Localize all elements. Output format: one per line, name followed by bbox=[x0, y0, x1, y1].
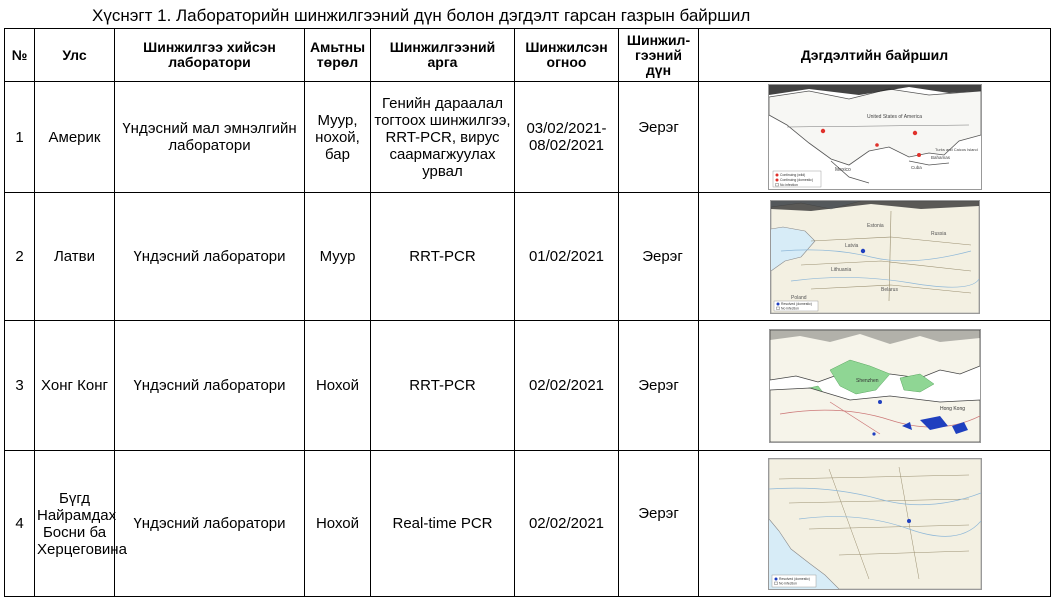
cell-country: Америк bbox=[35, 82, 115, 193]
cell-date: 02/02/2021 bbox=[515, 451, 619, 597]
table-caption: Хүснэгт 1. Лабораторийн шинжилгээний дүн болон дэгдэлт гарсан газрын байршил bbox=[92, 6, 751, 25]
outbreak-marker bbox=[872, 432, 875, 435]
cell-method: RRT-PCR bbox=[371, 321, 515, 451]
cell-lab: Үндэсний лаборатори bbox=[115, 321, 305, 451]
cell-date: 02/02/2021 bbox=[515, 321, 619, 451]
legend-marker bbox=[775, 184, 778, 187]
cell-animal: Муур bbox=[305, 193, 371, 321]
map-label: Belarus bbox=[880, 286, 898, 293]
header-no: № bbox=[5, 29, 35, 82]
cell-no: 3 bbox=[5, 321, 35, 451]
cell-location bbox=[699, 321, 1051, 451]
map-label: Poland bbox=[790, 294, 807, 301]
header-lab: Шинжилгээ хийсэн лаборатори bbox=[115, 29, 305, 82]
cell-method: Real-time PCR bbox=[371, 451, 515, 597]
cell-animal: Нохой bbox=[305, 321, 371, 451]
header-country: Улс bbox=[35, 29, 115, 82]
table-header-row bbox=[5, 29, 1051, 82]
header-result: Шинжил-гээний дүн bbox=[619, 29, 699, 82]
legend-marker bbox=[774, 577, 777, 580]
cell-result bbox=[619, 451, 699, 597]
map-label: Latvia bbox=[844, 242, 858, 249]
cell-animal: Нохой bbox=[305, 451, 371, 597]
cell-no: 4 bbox=[5, 451, 35, 597]
cell-location bbox=[699, 193, 1051, 321]
header-method: Шинжилгээний арга bbox=[371, 29, 515, 82]
cell-method: RRT-PCR bbox=[371, 193, 515, 321]
legend-marker bbox=[776, 307, 779, 310]
result-text: Эерэг bbox=[638, 118, 679, 136]
cell-lab: Үндэсний лаборатори bbox=[115, 193, 305, 321]
map-label: Russia bbox=[930, 230, 946, 237]
cell-country: Латви bbox=[35, 193, 115, 321]
legend-label: Continuing (domestic) bbox=[779, 178, 813, 182]
outbreak-marker bbox=[820, 129, 824, 133]
cell-country: Бүгд Найрамдах Босни ба Херцеговина bbox=[35, 451, 115, 597]
outbreak-map-hong-kong bbox=[769, 329, 981, 443]
cell-country: Хонг Конг bbox=[35, 321, 115, 451]
header-location: Дэгдэлтийн байршил bbox=[699, 29, 1051, 82]
map-label: Estonia bbox=[866, 222, 884, 229]
result-text: Эерэг bbox=[642, 248, 683, 265]
legend-marker bbox=[774, 582, 777, 585]
legend-label: No infection bbox=[778, 581, 797, 585]
legend-label: Resolved (domestic) bbox=[780, 301, 812, 306]
cell-location bbox=[699, 82, 1051, 193]
cell-lab: Үндэсний лаборатори bbox=[115, 451, 305, 597]
legend-label: No infection bbox=[779, 183, 798, 187]
legend-label: Continuing (wild) bbox=[779, 173, 805, 177]
map-label: Bahamas bbox=[930, 155, 950, 160]
cell-location bbox=[699, 451, 1051, 597]
cell-result bbox=[619, 82, 699, 193]
cell-lab: Үндэсний мал эмнэлгийн лаборатори bbox=[115, 82, 305, 193]
table-row bbox=[5, 82, 1051, 193]
map-label: Cuba bbox=[910, 165, 922, 170]
map-label: United States of America bbox=[866, 114, 922, 120]
outbreak-marker bbox=[917, 153, 921, 157]
legend-label: Resolved (domestic) bbox=[778, 576, 810, 581]
cell-date: 03/02/2021-08/02/2021 bbox=[515, 82, 619, 193]
cell-date: 01/02/2021 bbox=[515, 193, 619, 321]
cell-result: Эерэг bbox=[619, 321, 699, 451]
legend-label: No infection bbox=[780, 306, 799, 310]
map-label: Hong Kong bbox=[939, 405, 965, 412]
outbreak-marker bbox=[875, 143, 879, 147]
legend-marker bbox=[776, 302, 779, 305]
map-label: Shenzhen bbox=[855, 377, 879, 384]
map-label: Mexico bbox=[834, 167, 851, 173]
legend-marker bbox=[775, 174, 778, 177]
cell-method: Генийн дараалал тогтоох шинжилгээ, RRT-PCR, вирус саармагжуулах урвал bbox=[371, 82, 515, 193]
outbreak-map-latvia bbox=[770, 200, 980, 314]
map-label: Lithuania bbox=[830, 266, 851, 273]
lab-results-table bbox=[4, 28, 1051, 597]
cell-animal: Муур, нохой, бар bbox=[305, 82, 371, 193]
legend-marker bbox=[775, 179, 778, 182]
cell-no: 1 bbox=[5, 82, 35, 193]
header-date: Шинжилсэн огноо bbox=[515, 29, 619, 82]
map-label: Turks and Caicos Island bbox=[934, 147, 978, 152]
outbreak-marker bbox=[878, 400, 882, 404]
table-row bbox=[5, 193, 1051, 321]
outbreak-marker bbox=[907, 519, 911, 523]
cell-no: 2 bbox=[5, 193, 35, 321]
header-animal: Амьтны төрөл bbox=[305, 29, 371, 82]
outbreak-marker bbox=[860, 248, 864, 252]
outbreak-marker bbox=[912, 131, 916, 135]
cell-result bbox=[619, 193, 699, 321]
outbreak-map-bosnia bbox=[768, 458, 982, 590]
table-row bbox=[5, 451, 1051, 597]
table-row bbox=[5, 321, 1051, 451]
result-text: Эерэг bbox=[638, 505, 679, 522]
outbreak-map-usa bbox=[768, 84, 982, 190]
